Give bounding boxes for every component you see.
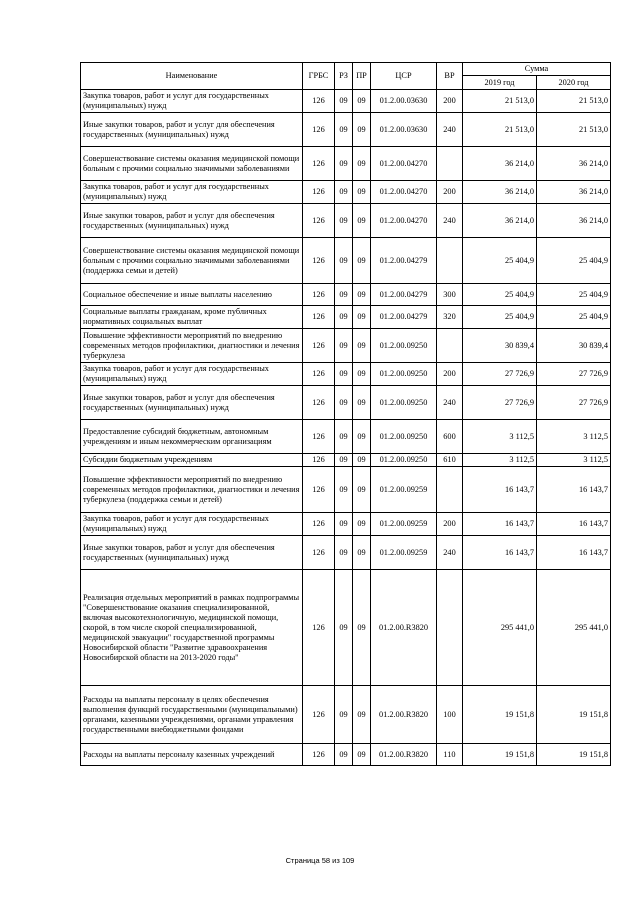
row-pr: 09 bbox=[353, 536, 371, 570]
row-pr: 09 bbox=[353, 467, 371, 513]
row-pr: 09 bbox=[353, 386, 371, 420]
budget-table bbox=[80, 62, 611, 766]
page-footer: Страница 58 из 109 bbox=[285, 856, 355, 865]
row-rz: 09 bbox=[335, 284, 353, 306]
row-sum-2020: 27 726,9 bbox=[537, 363, 611, 386]
table-row bbox=[81, 536, 611, 570]
row-vr: 200 bbox=[437, 513, 463, 536]
row-vr bbox=[437, 570, 463, 686]
table-row bbox=[81, 467, 611, 513]
table-row bbox=[81, 386, 611, 420]
row-vr: 300 bbox=[437, 284, 463, 306]
row-sum-2019: 295 441,0 bbox=[463, 570, 537, 686]
row-rz: 09 bbox=[335, 570, 353, 686]
row-csr: 01.2.00.04279 bbox=[371, 284, 437, 306]
row-vr: 200 bbox=[437, 363, 463, 386]
row-rz: 09 bbox=[335, 113, 353, 147]
row-grbs: 126 bbox=[303, 570, 335, 686]
header-rz: РЗ bbox=[335, 63, 353, 90]
row-sum-2019: 25 404,9 bbox=[463, 284, 537, 306]
row-csr: 01.2.00.03630 bbox=[371, 113, 437, 147]
row-grbs: 126 bbox=[303, 113, 335, 147]
table-row bbox=[81, 90, 611, 113]
row-vr: 240 bbox=[437, 204, 463, 238]
row-grbs: 126 bbox=[303, 744, 335, 766]
row-pr: 09 bbox=[353, 420, 371, 454]
row-csr: 01.2.00.04270 bbox=[371, 181, 437, 204]
header-2019: 2019 год bbox=[463, 76, 537, 90]
row-csr: 01.2.00.R3820 bbox=[371, 686, 437, 744]
row-sum-2019: 16 143,7 bbox=[463, 467, 537, 513]
row-pr: 09 bbox=[353, 284, 371, 306]
table-row bbox=[81, 113, 611, 147]
row-grbs: 126 bbox=[303, 147, 335, 181]
row-rz: 09 bbox=[335, 181, 353, 204]
row-vr: 240 bbox=[437, 113, 463, 147]
row-vr bbox=[437, 467, 463, 513]
row-csr: 01.2.00.03630 bbox=[371, 90, 437, 113]
row-vr bbox=[437, 329, 463, 363]
row-rz: 09 bbox=[335, 386, 353, 420]
row-csr: 01.2.00.09250 bbox=[371, 329, 437, 363]
row-sum-2019: 21 513,0 bbox=[463, 90, 537, 113]
row-sum-2019: 3 112,5 bbox=[463, 454, 537, 467]
row-rz: 09 bbox=[335, 467, 353, 513]
row-grbs: 126 bbox=[303, 467, 335, 513]
row-pr: 09 bbox=[353, 181, 371, 204]
row-csr: 01.2.00.09250 bbox=[371, 420, 437, 454]
row-sum-2019: 16 143,7 bbox=[463, 513, 537, 536]
row-vr: 200 bbox=[437, 90, 463, 113]
row-rz: 09 bbox=[335, 204, 353, 238]
row-vr bbox=[437, 238, 463, 284]
row-grbs: 126 bbox=[303, 454, 335, 467]
row-sum-2020: 295 441,0 bbox=[537, 570, 611, 686]
row-pr: 09 bbox=[353, 306, 371, 329]
row-rz: 09 bbox=[335, 147, 353, 181]
row-sum-2020: 19 151,8 bbox=[537, 744, 611, 766]
row-rz: 09 bbox=[335, 306, 353, 329]
row-grbs: 126 bbox=[303, 420, 335, 454]
row-grbs: 126 bbox=[303, 90, 335, 113]
row-name: Иные закупки товаров, работ и услуг для обеспечения государственных (муниципальных) нужд bbox=[81, 204, 303, 238]
row-rz: 09 bbox=[335, 329, 353, 363]
row-pr: 09 bbox=[353, 570, 371, 686]
row-grbs: 126 bbox=[303, 536, 335, 570]
row-sum-2020: 21 513,0 bbox=[537, 113, 611, 147]
row-rz: 09 bbox=[335, 744, 353, 766]
row-sum-2020: 36 214,0 bbox=[537, 204, 611, 238]
row-name: Социальные выплаты гражданам, кроме публичных нормативных социальных выплат bbox=[81, 306, 303, 329]
row-sum-2020: 3 112,5 bbox=[537, 420, 611, 454]
row-sum-2020: 25 404,9 bbox=[537, 284, 611, 306]
row-grbs: 126 bbox=[303, 329, 335, 363]
row-sum-2019: 27 726,9 bbox=[463, 363, 537, 386]
row-vr bbox=[437, 147, 463, 181]
row-csr: 01.2.00.09250 bbox=[371, 363, 437, 386]
row-csr: 01.2.00.09259 bbox=[371, 467, 437, 513]
row-sum-2020: 25 404,9 bbox=[537, 238, 611, 284]
row-sum-2019: 36 214,0 bbox=[463, 204, 537, 238]
row-rz: 09 bbox=[335, 454, 353, 467]
row-name: Расходы на выплаты персоналу в целях обеспечения выполнения функций государственными (муниципальными) органами, казенными учреждениями, органами управления государственными внебюджетными фондами bbox=[81, 686, 303, 744]
table-row bbox=[81, 147, 611, 181]
table-row bbox=[81, 181, 611, 204]
row-name: Закупка товаров, работ и услуг для государственных (муниципальных) нужд bbox=[81, 90, 303, 113]
row-sum-2019: 25 404,9 bbox=[463, 238, 537, 284]
row-vr: 320 bbox=[437, 306, 463, 329]
row-name: Повышение эффективности мероприятий по внедрению современных методов профилактики, диагностики и лечения туберкулеза (поддержка семьи и детей) bbox=[81, 467, 303, 513]
row-rz: 09 bbox=[335, 686, 353, 744]
row-sum-2020: 27 726,9 bbox=[537, 386, 611, 420]
row-csr: 01.2.00.09250 bbox=[371, 386, 437, 420]
row-sum-2019: 21 513,0 bbox=[463, 113, 537, 147]
row-grbs: 126 bbox=[303, 306, 335, 329]
row-pr: 09 bbox=[353, 454, 371, 467]
row-sum-2019: 30 839,4 bbox=[463, 329, 537, 363]
table-row bbox=[81, 513, 611, 536]
row-sum-2019: 25 404,9 bbox=[463, 306, 537, 329]
row-name: Реализация отдельных мероприятий в рамках подпрограммы "Совершенствование оказания специализированной, включая высокотехнологичную, медицинской помощи, скорой, в том числе скорой специализированной, медицинской эвакуации" государственной программы Новосибирской области "Развитие здравоохранения Новосибирской области на 2013-2020 годы" bbox=[81, 570, 303, 686]
row-pr: 09 bbox=[353, 513, 371, 536]
header-csr: ЦСР bbox=[371, 63, 437, 90]
table-row bbox=[81, 363, 611, 386]
row-grbs: 126 bbox=[303, 181, 335, 204]
row-vr: 200 bbox=[437, 181, 463, 204]
table-body bbox=[81, 90, 611, 766]
row-sum-2019: 36 214,0 bbox=[463, 147, 537, 181]
row-sum-2020: 36 214,0 bbox=[537, 181, 611, 204]
row-name: Предоставление субсидий бюджетным, автономным учреждениям и иным некоммерческим организациям bbox=[81, 420, 303, 454]
row-pr: 09 bbox=[353, 147, 371, 181]
row-vr: 100 bbox=[437, 686, 463, 744]
row-name: Расходы на выплаты персоналу казенных учреждений bbox=[81, 744, 303, 766]
row-sum-2020: 3 112,5 bbox=[537, 454, 611, 467]
row-pr: 09 bbox=[353, 363, 371, 386]
row-csr: 01.2.00.09259 bbox=[371, 536, 437, 570]
row-sum-2019: 36 214,0 bbox=[463, 181, 537, 204]
row-grbs: 126 bbox=[303, 238, 335, 284]
row-sum-2020: 16 143,7 bbox=[537, 536, 611, 570]
header-name: Наименование bbox=[81, 63, 303, 90]
row-name: Иные закупки товаров, работ и услуг для обеспечения государственных (муниципальных) нужд bbox=[81, 536, 303, 570]
table-row bbox=[81, 570, 611, 686]
row-csr: 01.2.00.09250 bbox=[371, 454, 437, 467]
row-grbs: 126 bbox=[303, 386, 335, 420]
row-csr: 01.2.00.R3820 bbox=[371, 744, 437, 766]
row-vr: 110 bbox=[437, 744, 463, 766]
row-pr: 09 bbox=[353, 113, 371, 147]
row-sum-2020: 25 404,9 bbox=[537, 306, 611, 329]
row-name: Иные закупки товаров, работ и услуг для обеспечения государственных (муниципальных) нужд bbox=[81, 386, 303, 420]
row-grbs: 126 bbox=[303, 686, 335, 744]
table-row bbox=[81, 284, 611, 306]
table-row bbox=[81, 204, 611, 238]
row-name: Закупка товаров, работ и услуг для государственных (муниципальных) нужд bbox=[81, 363, 303, 386]
row-rz: 09 bbox=[335, 420, 353, 454]
row-rz: 09 bbox=[335, 90, 353, 113]
row-vr: 240 bbox=[437, 386, 463, 420]
row-sum-2020: 36 214,0 bbox=[537, 147, 611, 181]
row-pr: 09 bbox=[353, 204, 371, 238]
row-sum-2019: 16 143,7 bbox=[463, 536, 537, 570]
row-name: Закупка товаров, работ и услуг для государственных (муниципальных) нужд bbox=[81, 513, 303, 536]
table-row bbox=[81, 329, 611, 363]
table-row bbox=[81, 454, 611, 467]
header-sum: Сумма bbox=[463, 63, 611, 76]
row-sum-2019: 19 151,8 bbox=[463, 686, 537, 744]
row-csr: 01.2.00.09259 bbox=[371, 513, 437, 536]
row-vr: 610 bbox=[437, 454, 463, 467]
row-sum-2019: 19 151,8 bbox=[463, 744, 537, 766]
row-rz: 09 bbox=[335, 536, 353, 570]
row-pr: 09 bbox=[353, 90, 371, 113]
row-name: Совершенствование системы оказания медицинской помощи больным с прочими социально значимыми заболеваниями (поддержка семьи и детей) bbox=[81, 238, 303, 284]
table-row bbox=[81, 238, 611, 284]
row-csr: 01.2.00.04270 bbox=[371, 204, 437, 238]
row-vr: 240 bbox=[437, 536, 463, 570]
row-name: Социальное обеспечение и иные выплаты населению bbox=[81, 284, 303, 306]
row-pr: 09 bbox=[353, 744, 371, 766]
row-csr: 01.2.00.04279 bbox=[371, 306, 437, 329]
table-row bbox=[81, 744, 611, 766]
row-csr: 01.2.00.04270 bbox=[371, 147, 437, 181]
header-2020: 2020 год bbox=[537, 76, 611, 90]
row-grbs: 126 bbox=[303, 513, 335, 536]
row-sum-2020: 16 143,7 bbox=[537, 467, 611, 513]
row-pr: 09 bbox=[353, 686, 371, 744]
row-csr: 01.2.00.04279 bbox=[371, 238, 437, 284]
row-sum-2020: 19 151,8 bbox=[537, 686, 611, 744]
row-pr: 09 bbox=[353, 238, 371, 284]
row-sum-2019: 27 726,9 bbox=[463, 386, 537, 420]
header-vr: ВР bbox=[437, 63, 463, 90]
row-name: Субсидии бюджетным учреждениям bbox=[81, 454, 303, 467]
row-name: Совершенствование системы оказания медицинской помощи больным с прочими социально значимыми заболеваниями bbox=[81, 147, 303, 181]
row-name: Иные закупки товаров, работ и услуг для обеспечения государственных (муниципальных) нужд bbox=[81, 113, 303, 147]
row-grbs: 126 bbox=[303, 363, 335, 386]
row-grbs: 126 bbox=[303, 204, 335, 238]
row-sum-2019: 3 112,5 bbox=[463, 420, 537, 454]
row-sum-2020: 30 839,4 bbox=[537, 329, 611, 363]
row-grbs: 126 bbox=[303, 284, 335, 306]
row-rz: 09 bbox=[335, 513, 353, 536]
header-pr: ПР bbox=[353, 63, 371, 90]
row-csr: 01.2.00.R3820 bbox=[371, 570, 437, 686]
row-sum-2020: 21 513,0 bbox=[537, 90, 611, 113]
table-row bbox=[81, 420, 611, 454]
row-rz: 09 bbox=[335, 363, 353, 386]
header-grbs: ГРБС bbox=[303, 63, 335, 90]
row-vr: 600 bbox=[437, 420, 463, 454]
row-name: Повышение эффективности мероприятий по внедрению современных методов профилактики, диагностики и лечения туберкулеза bbox=[81, 329, 303, 363]
table-row bbox=[81, 306, 611, 329]
row-name: Закупка товаров, работ и услуг для государственных (муниципальных) нужд bbox=[81, 181, 303, 204]
row-pr: 09 bbox=[353, 329, 371, 363]
table-row bbox=[81, 686, 611, 744]
row-sum-2020: 16 143,7 bbox=[537, 513, 611, 536]
row-rz: 09 bbox=[335, 238, 353, 284]
